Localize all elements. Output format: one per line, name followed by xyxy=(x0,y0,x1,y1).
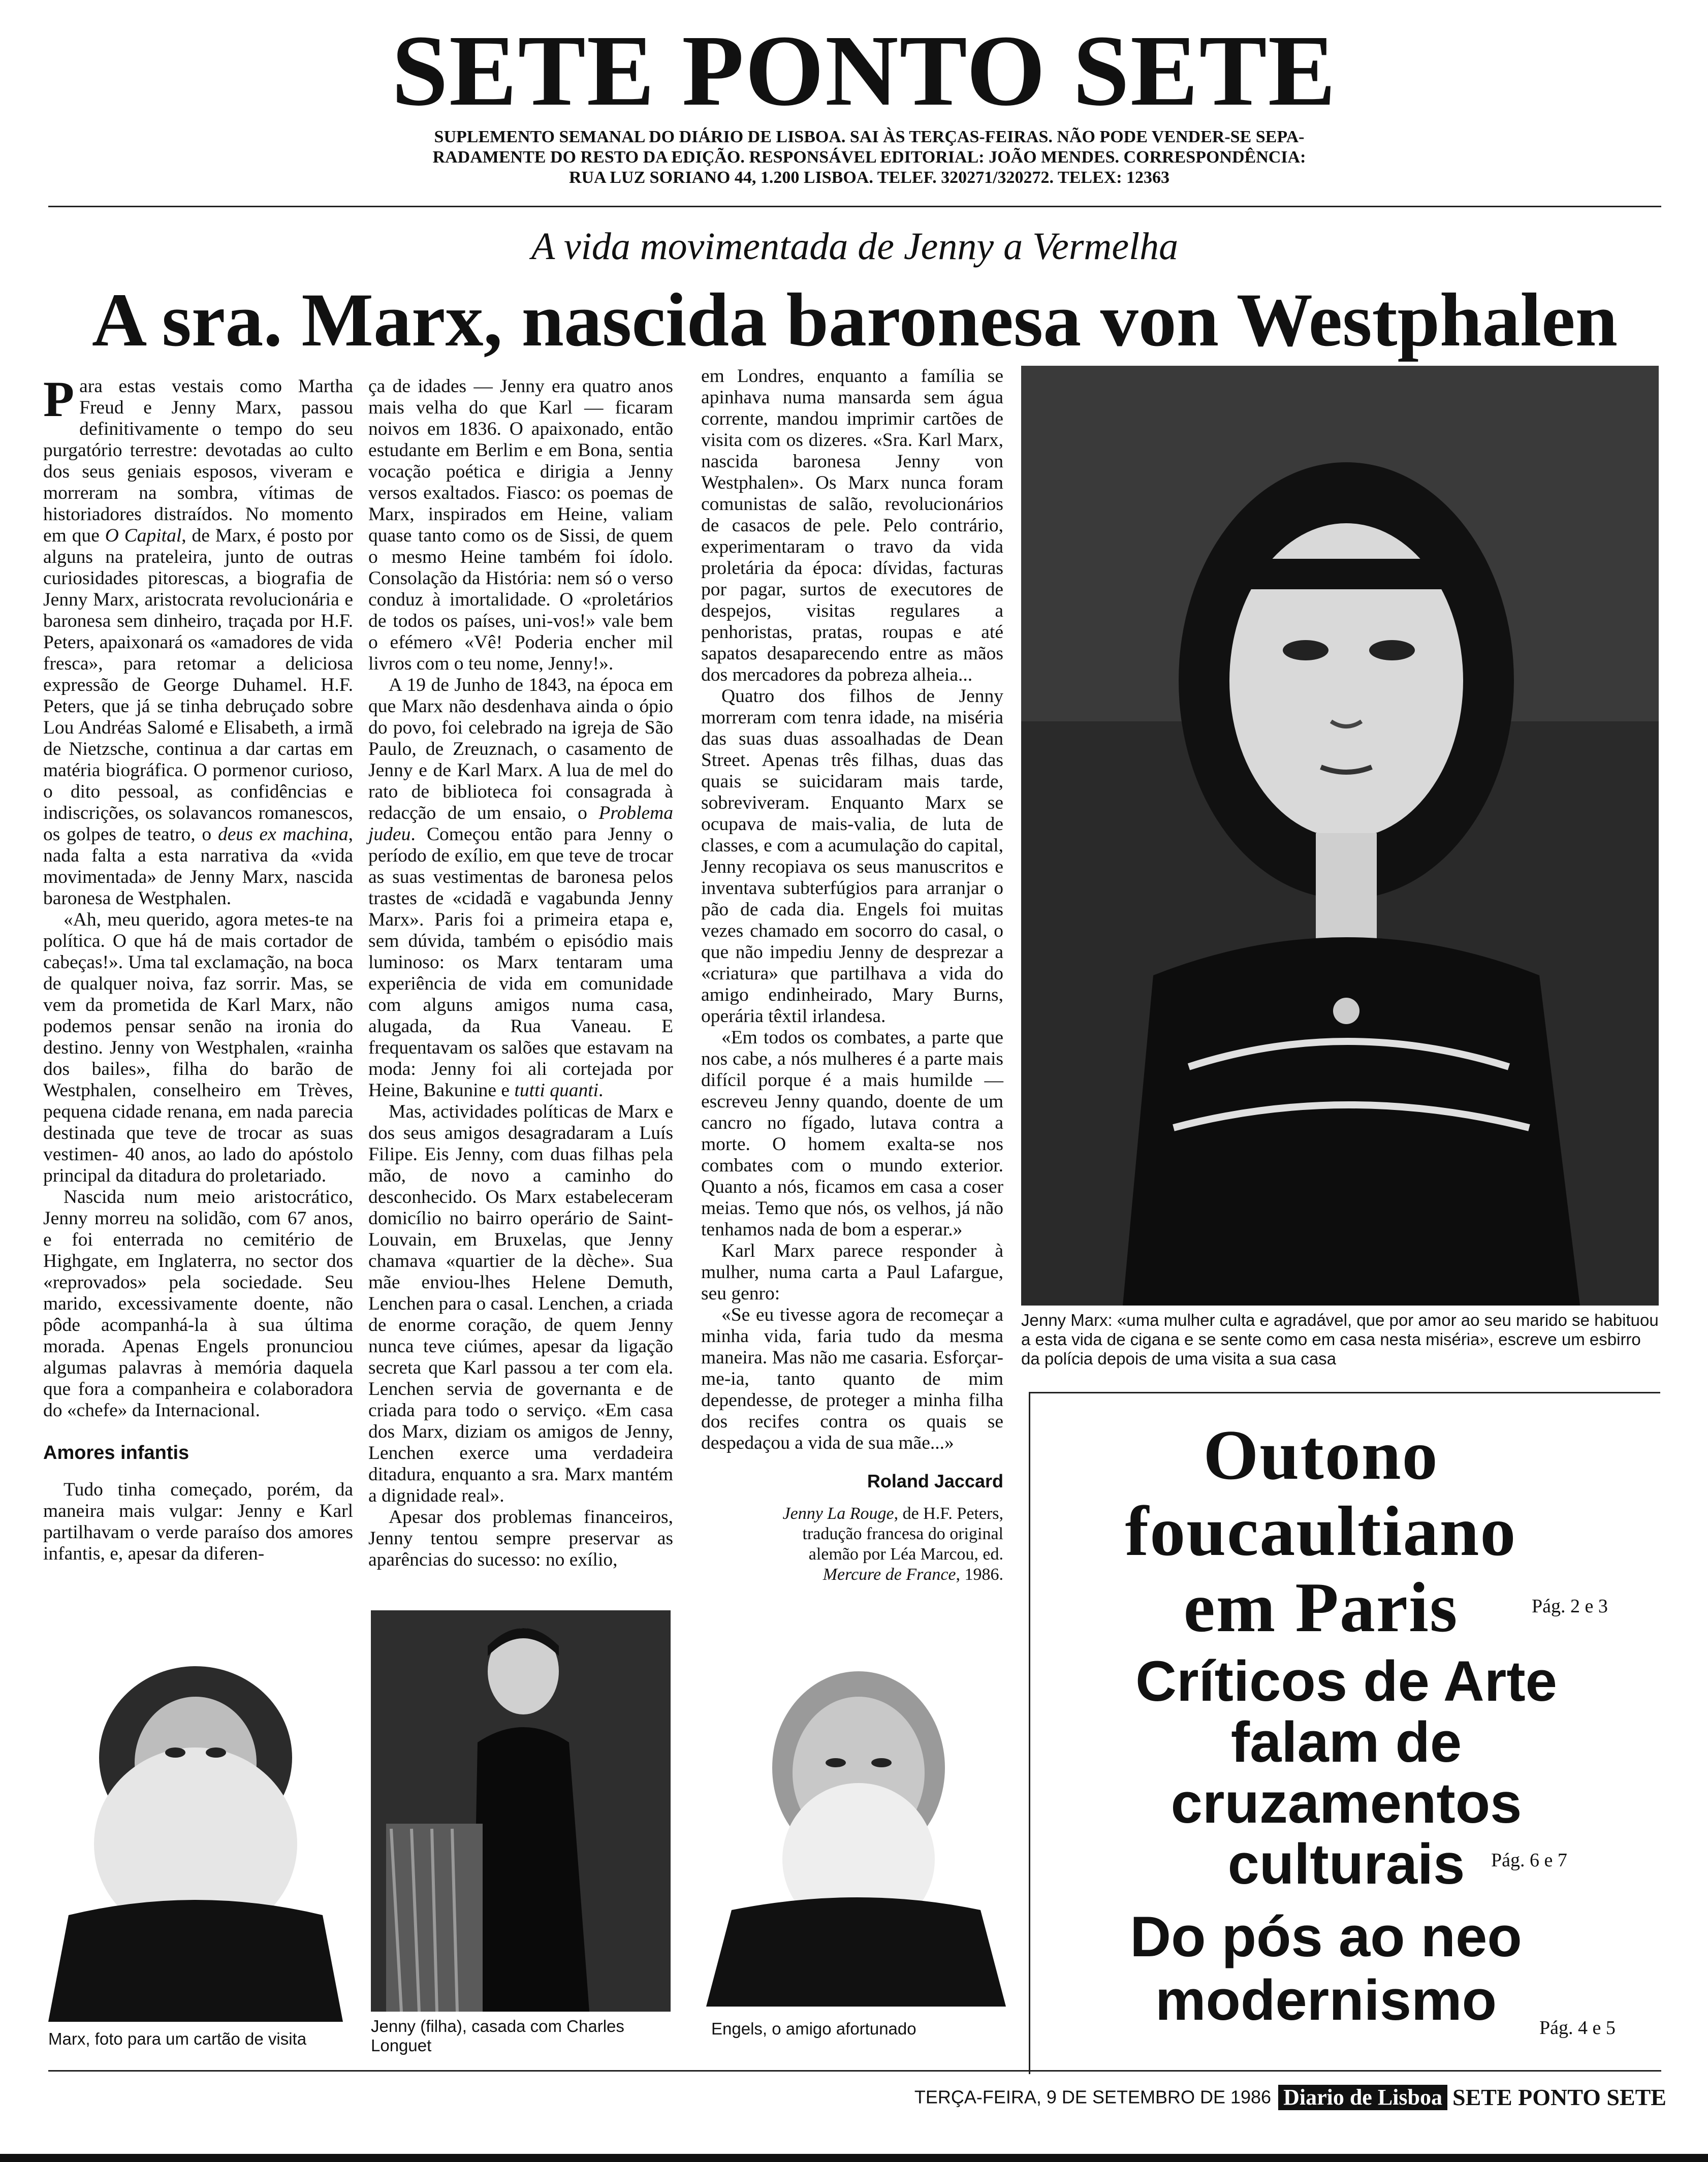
marx-illustration xyxy=(48,1631,343,2022)
drop-cap: P xyxy=(43,371,75,427)
portrait-illustration xyxy=(1021,366,1659,1306)
paragraph: Apesar dos problemas financeiros, Jenny tentou sempre preservar as aparências do sucesso: no exílio, xyxy=(368,1507,673,1570)
jenny-daughter-illustration xyxy=(371,1610,671,2012)
top-rule xyxy=(48,206,1661,207)
paragraph: «Em todos os combates, a parte que nos cabe, a nós mulheres é a parte mais difícil porque é a mais humilde — escreveu Jenny quando, doente de um cancro no fígado, lutava contra a morte. O homem exalta-se nos combates com o mundo exterior. Quanto a nós, ficamos em casa a coser meias. Temo que nós, os velhos, já não tenhamos nada de bom a esperar.» xyxy=(701,1027,1003,1240)
article-column-2 xyxy=(368,376,673,1585)
paragraph: Karl Marx parece responder à mulher, numa carta a Paul Lafargue, seu genro: xyxy=(701,1241,1003,1304)
paragraph: «Se eu tivesse agora de recomeçar a minha vida, faria tudo da mesma maneira. Mas não me casaria. Esforçar-me-ia, tanto quanto de mim dependesse, de proteger a minha filha dos recifes contra os quais se despedaçou a vida de sua mãe...» xyxy=(701,1305,1003,1453)
diario-de-lisboa-logo: Diario de Lisboa xyxy=(1278,2085,1447,2110)
masthead xyxy=(0,15,1708,188)
paragraph: Quatro dos filhos de Jenny morreram com tenra idade, na miséria das suas duas assoalhadas de Dean Street. Apenas três filhas, duas das quais se suicidaram mais tarde, sobreviveram. Enquanto Marx se ocupava de mais-valia, de luta de classes, e com a acumulação do capital, Jenny recopiava os seus manuscritos e inventava subterfúgios para arranjar o pão de cada dia. Engels foi muitas vezes chamado em socorro do casal, o que não impediu Jenny de desprezar a «criatura» que partilhava a vida do amigo endinheirado, Mary Burns, operária têxtil irlandesa. xyxy=(701,686,1003,1027)
jenny-marx-portrait xyxy=(1021,366,1659,1306)
page-bottom-bar xyxy=(0,2154,1708,2162)
book-reference: Jenny La Rouge, de H.F. Peters, tradução francesa do original alemão por Léa Marcou, ed. Mercure de France, 1986. xyxy=(782,1504,1003,1584)
paragraph: Para estas vestais como Martha Freud e Jenny Marx, passou definitivamente o tempo do seu purgatório terrestre: devotadas ao culto dos seus geniais esposos, viveram e morreram na sombra, vítimas de historiadores distraídos. No momento em que O Capital, de Marx, é posto por alguns na prateleira, junto de outras curiosidades pitorescas, a biografia de Jenny Marx, aristocrata revolucionária e baronesa sem dinheiro, traçada por H.F. Peters, apaixonará os «amadores de vida fresca», para retomar a deliciosa expressão de George Duhamel. H.F. Peters, que já se tinha debruçado sobre Lou Andréas Salomé e Elisabeth, a irmã de Nietzsche, continua a dar cartas em matéria biográfica. O pormenor curioso, o dito pessoal, as confidências e indiscrições, os solavancos romanescos, os golpes de teatro, o deus ex machina, nada falta a esta narrativa da «vida movimentada» de Jenny Marx, nascida baronesa de Westphalen. xyxy=(43,371,354,909)
subheading: Amores infantis xyxy=(43,1442,189,1464)
marx-photo-caption: Marx, foto para um cartão de visita xyxy=(48,2029,307,2048)
article-column-1 xyxy=(43,371,354,1564)
teaser-headline: Do pós ao neo modernismo xyxy=(1130,1905,1522,2032)
paragraph: A 19 de Junho de 1843, na época em que Marx não desdenhava ainda o ópio do povo, foi celebrado na igreja de São Paulo, de Zreuznach, o casamento de Jenny e de Karl Marx. A lua de mel do rato de biblioteca foi consagrada à redacção de um ensaio, o Problema judeu. Começou então para Jenny o período de exílio, em que teve de trocar as suas vestimentas de baronesa pelos trastes de «cidadã e vagabunda Jenny Marx». Paris foi a primeira etapa e, sem dúvida, também o episódio mais luminoso: os Marx tentaram uma experiência de vida em comunidade com alguns amigos numa casa, alugada, da Rua Vaneau. E frequentavam os salões que estavam na moda: Jenny foi ali cortejada por Heine, Bakunine e tutti quanti. xyxy=(368,675,673,1101)
paragraph: Tudo tinha começado, porém, da maneira mais vulgar: Jenny e Karl partilhavam o verde paraíso dos amores infantis, e, apesar da diferen- xyxy=(43,1479,353,1564)
paragraph: ça de idades — Jenny era quatro anos mais velha do que Karl — ficaram noivos em 1836. O apaixonado, então estudante em Berlim e em Bona, sentia vocação poética e dirigia a Jenny versos exaltados. Fiasco: os poemas de Marx, inspirados em Heine, valiam quase tanto como os de Sissi, de quem o mesmo Heine também foi ídolo. Consolação da História: nem só o verso conduz à imortalidade. O «proletários de todos os países, uni-vos!» vale bem o efémero «Vê! Poderia encher mil livros com o teu nome, Jenny!». xyxy=(368,376,673,674)
engels-photo xyxy=(706,1646,1006,2007)
footer-publication-name: SETE PONTO SETE xyxy=(1452,2084,1666,2110)
masthead-subtitle-line: RUA LUZ SORIANO 44, 1.200 LISBOA. TELEF. 320271/320272. TELEX: 12363 xyxy=(568,168,1170,187)
teaser-headline: Outono foucaultiano em Paris xyxy=(1125,1416,1517,1647)
bottom-frame-rule xyxy=(48,2070,1661,2072)
page-footer xyxy=(660,2084,1666,2111)
jenny-marx-portrait-caption: Jenny Marx: «uma mulher culta e agradável, que por amor ao seu marido se habituou a esta vida de cigana e se sente como em casa nesta miséria», escreve um esbirro da polícia depois de uma visita a sua casa xyxy=(1021,1311,1659,1368)
paragraph: em Londres, enquanto a família se apinhava numa mansarda sem água corrente, mandou imprimir cartões de visita com os dizeres. «Sra. Karl Marx, nascida baronesa Jenny von Westphalen». Os Marx nunca foram comunistas de salão, revolucionários de casacos de pele. Pelo contrário, experimentaram o travo da vida proletária da época: dívidas, facturas por pagar, surtos de executores de despejos, visitas regulares a penhoristas, pratas, roupas e até sapatos desaparecendo entre as mãos dos mercadores da pobreza alheia... xyxy=(701,366,1003,685)
masthead-subtitle-line: RADAMENTE DO RESTO DA EDIÇÃO. RESPONSÁVEL EDITORIAL: JOÃO MENDES. CORRESPONDÊNCIA: xyxy=(432,148,1306,167)
engels-photo-caption: Engels, o amigo afortunado xyxy=(711,2019,916,2038)
teaser-page-ref: Pág. 6 e 7 xyxy=(1491,1850,1567,1871)
paragraph: Nascida num meio aristocrático, Jenny morreu na solidão, com 67 anos, e foi enterrada no cemitério de Highgate, em Inglaterra, no sector dos «reprovados» pela sociedade. Seu marido, excessivamente doente, não pôde acompanhá-la à sua última morada. Apenas Engels pronunciou algumas palavras à memória daquela que fora a companheira e colaboradora do «chefe» da Internacional. xyxy=(43,1187,353,1421)
jenny-daughter-photo-caption: Jenny (filha), casada com Charles Longuet xyxy=(371,2017,624,2055)
engels-illustration xyxy=(706,1646,1006,2007)
footer-date: TERÇA-FEIRA, 9 DE SETEMBRO DE 1986 xyxy=(914,2086,1272,2108)
masthead-title: SETE PONTO SETE xyxy=(391,15,1337,127)
jenny-daughter-photo xyxy=(371,1610,671,2012)
article-kicker: A vida movimentada de Jenny a Vermelha xyxy=(531,225,1179,268)
author-signature: Roland Jaccard xyxy=(867,1471,1003,1491)
teaser-page-ref: Pág. 2 e 3 xyxy=(1532,1596,1608,1617)
karl-marx-photo xyxy=(48,1631,343,2022)
teaser-page-ref: Pág. 4 e 5 xyxy=(1539,2017,1616,2039)
article-headline: A sra. Marx, nascida baronesa von Westphalen xyxy=(91,278,1618,362)
teaser-headline: Críticos de Arte falam de cruzamentos culturais xyxy=(1135,1649,1557,1896)
masthead-subtitle-line: SUPLEMENTO SEMANAL DO DIÁRIO DE LISBOA. SAI ÀS TERÇAS-FEIRAS. NÃO PODE VENDER-SE SEPA- xyxy=(434,128,1305,146)
masthead-subtitle xyxy=(30,127,1708,188)
paragraph: Mas, actividades políticas de Marx e dos seus amigos desagradaram a Luís Filipe. Eis Jenny, com duas filhas pela mão, de novo a caminho do desconhecido. Os Marx estabeleceram domicílio no bairro operário de Saint-Louvain, em Bruxelas, que Jenny chamava «quartier de la dèche». Sua mãe enviou-lhes Helene Demuth, Lenchen para o casal. Lenchen, a criada de enorme coração, de quem Jenny nunca teve ciúmes, apesar da ligação secreta que Karl passou a ter com ela. Lenchen servia de governanta e de criada para todo o serviço. «Em casa dos Marx, diziam os amigos de Jenny, Lenchen exerce uma verdadeira ditadura, enquanto a sra. Marx mantém a dignidade real». xyxy=(368,1101,673,1506)
paragraph: «Ah, meu querido, agora metes-te na política. O que há de mais cortador de cabeças!». Uma tal exclamação, na boca de qualquer noiva, faz sorrir. Mas, se vem da prometida de Karl Marx, não podemos pensar senão na ironia do destino. Jenny von Westphalen, «rainha dos bailes», filha do barão de Westphalen, conselheiro em Trèves, pequena cidade renana, em nada parecia destinada que teve de trocar as suas vestimen- 40 anos, ao lado do apóstolo principal da ditadura do proletariado. xyxy=(43,909,353,1186)
article-column-3 xyxy=(701,366,1003,1509)
